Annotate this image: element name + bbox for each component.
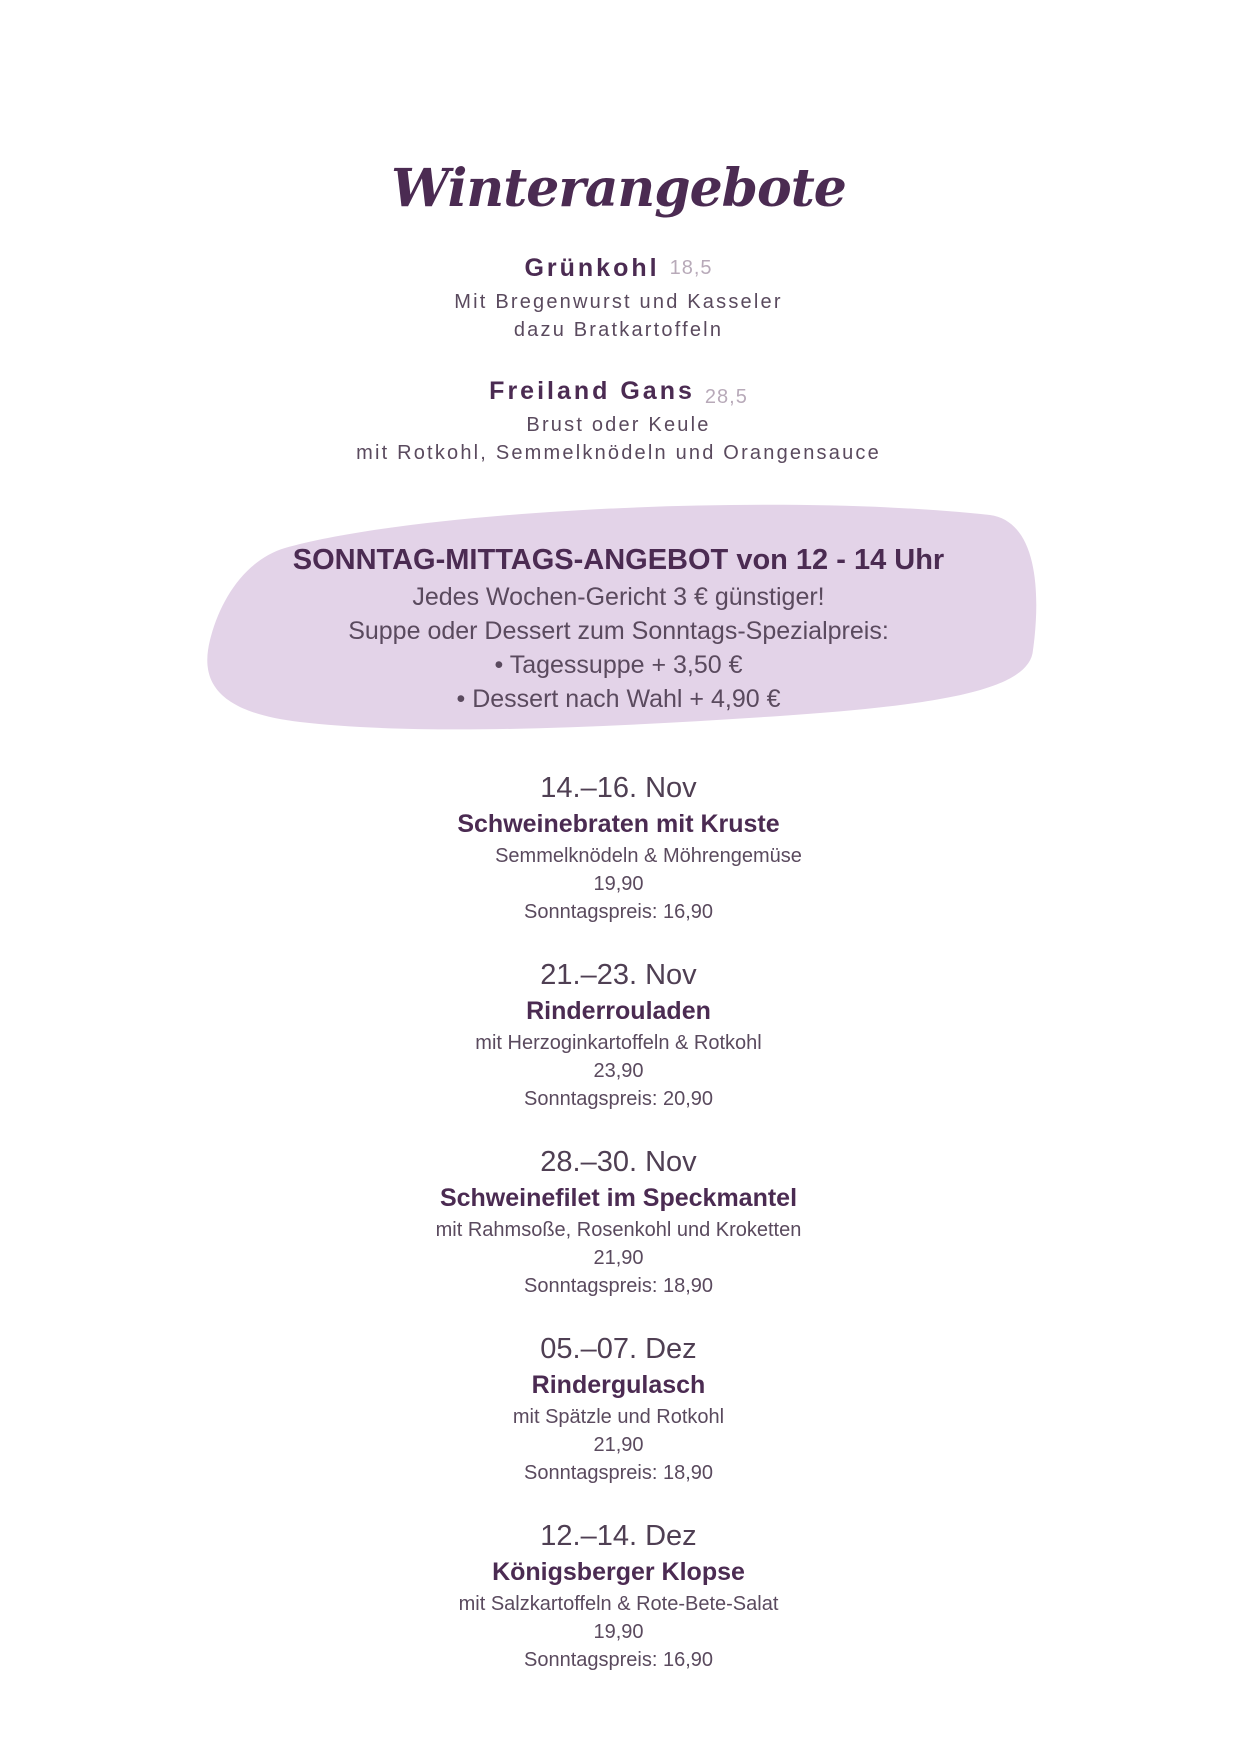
dish-name: Schweinefilet im Speckmantel	[439, 1184, 798, 1212]
dish-sunday-price: Sonntagspreis: 20,90	[523, 1088, 714, 1110]
week-date: 21.–23. Nov	[540, 959, 697, 991]
winter-item-desc: Brust oder Keule	[526, 414, 711, 436]
winter-item-name: Freiland Gans	[489, 377, 695, 405]
dish-sunday-price: Sonntagspreis: 18,90	[523, 1275, 714, 1297]
dish-name: Rinderrouladen	[526, 997, 711, 1025]
promo-line: Suppe oder Dessert zum Sonntags-Spezialpreis:	[348, 617, 889, 645]
weekly-dish	[0, 1331, 1237, 1487]
dish-name: Königsberger Klopse	[492, 1558, 745, 1586]
dish-description: mit Spätzle und Rotkohl	[512, 1406, 725, 1428]
dish-sunday-price: Sonntagspreis: 18,90	[523, 1462, 714, 1484]
promo-box	[0, 540, 1237, 716]
winter-item-desc: dazu Bratkartoffeln	[513, 319, 724, 341]
dish-description: mit Herzoginkartoffeln & Rotkohl	[475, 1032, 762, 1054]
page-title: Winterangebote	[391, 158, 846, 219]
week-date: 12.–14. Dez	[540, 1520, 697, 1552]
dish-name: Schweinebraten mit Kruste	[457, 810, 780, 838]
winter-item-price: 28,5	[704, 386, 748, 408]
dish-price: 23,90	[593, 1060, 644, 1082]
dish-price: 21,90	[593, 1434, 644, 1456]
week-date: 14.–16. Nov	[540, 772, 697, 804]
weekly-dish	[0, 770, 1237, 926]
winter-item-desc: mit Rotkohl, Semmelknödeln und Orangensauce	[356, 442, 881, 464]
winter-item-price: 18,5	[669, 257, 713, 279]
promo-line: • Tagessuppe + 3,50 €	[494, 651, 743, 679]
dish-sunday-price: Sonntagspreis: 16,90	[523, 901, 714, 923]
dish-name: Rindergulasch	[531, 1371, 706, 1399]
dish-sunday-price: Sonntagspreis: 16,90	[523, 1649, 714, 1671]
dish-price: 21,90	[593, 1247, 644, 1269]
dish-description: mit Salzkartoffeln & Rote-Bete-Salat	[458, 1593, 779, 1615]
dish-description: Semmelknödeln & Möhrengemüse	[495, 845, 802, 867]
week-date: 05.–07. Dez	[540, 1333, 697, 1365]
promo-line: Jedes Wochen-Gericht 3 € günstiger!	[412, 583, 825, 611]
winter-item-name: Grünkohl	[524, 254, 660, 282]
winter-item-desc: Mit Bregenwurst und Kasseler	[454, 291, 783, 313]
promo-heading: SONNTAG-MITTAGS-ANGEBOT von 12 - 14 Uhr	[292, 544, 945, 576]
weekly-dish	[0, 957, 1237, 1113]
dish-price: 19,90	[593, 873, 644, 895]
dish-price: 19,90	[593, 1621, 644, 1643]
promo-line: • Dessert nach Wahl + 4,90 €	[456, 685, 781, 713]
weekly-dish	[0, 1518, 1237, 1674]
dish-description: mit Rahmsoße, Rosenkohl und Kroketten	[435, 1219, 802, 1241]
week-date: 28.–30. Nov	[540, 1146, 697, 1178]
weekly-dish	[0, 1144, 1237, 1300]
